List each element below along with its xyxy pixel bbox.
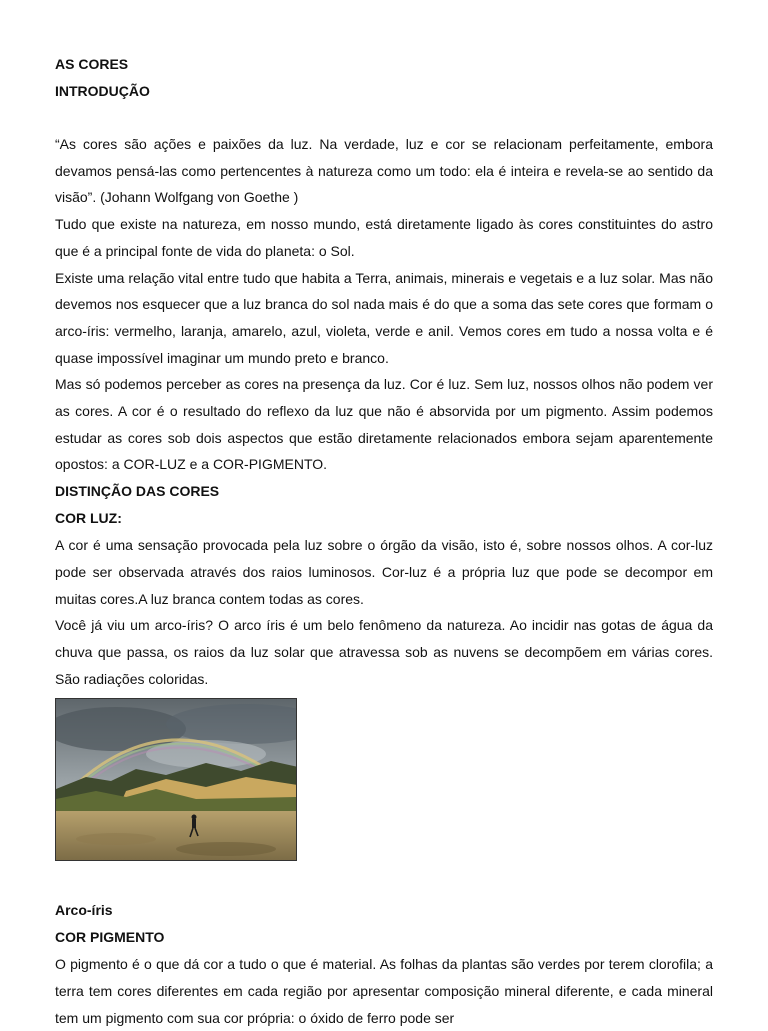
cor-pigmento-paragraph-1: O pigmento é o que dá cor a tudo o que é material. As folhas da plantas são verdes por terem clorofila; a terra tem cores diferentes em cada região por apresentar composição mineral diferente, e cada mineral tem um pigmento com sua cor própria: o óxido de ferro pode ser <box>55 956 713 1026</box>
image-caption: Arco-íris <box>55 902 113 919</box>
spacer <box>55 861 713 897</box>
document-title: AS CORES <box>55 56 129 72</box>
intro-paragraph-sun: Tudo que existe na natureza, em nosso mundo, está diretamente ligado às cores constituintes do astro que é a principal fonte de vida do planeta: o Sol. <box>55 216 713 259</box>
cor-luz-paragraph-2: Você já viu um arco-íris? O arco íris é um belo fenômeno da natureza. Ao incidir nas gotas de água da chuva que passa, os raios da luz solar que atravessa sob as nuvens se decompõem em várias cores. São radiações coloridas. <box>55 617 713 687</box>
cor-luz-paragraph-1: A cor é uma sensação provocada pela luz sobre o órgão da visão, isto é, sobre nossos olhos. A cor-luz pode ser observada através dos raios luminosos. Cor-luz é a própria luz que pode se decompor em muitas cores.A luz branca contem todas as cores. <box>55 537 713 607</box>
distinction-heading: DISTINÇÃO DAS CORES <box>55 483 220 500</box>
intro-heading: INTRODUÇÃO <box>55 83 150 99</box>
cor-pigmento-heading: COR PIGMENTO <box>55 929 165 946</box>
intro-paragraph-light: Mas só podemos perceber as cores na presença da luz. Cor é luz. Sem luz, nossos olhos não podem ver as cores. A cor é o resultado do reflexo da luz que não é absorvida por um pigmento. Assim podemos estudar as cores sob dois aspectos que estão diretamente relacionados embora sejam aparentemente opostos: a COR-LUZ e a COR-PIGMENTO. <box>55 376 713 473</box>
rainbow-photo <box>55 698 297 861</box>
cor-luz-heading: COR LUZ: <box>55 510 122 527</box>
intro-paragraph-rainbow-colors: Existe uma relação vital entre tudo que habita a Terra, animais, minerais e vegetais e a luz solar. Mas não devemos nos esquecer que a luz branca do sol nada mais é do que a soma das sete cores que formam o arco-íris: vermelho, laranja, amarelo, azul, violeta, verde e anil. Vemos cores em tudo a nossa volta e é quase impossível imaginar um mundo preto e branco. <box>55 269 713 366</box>
document-page <box>55 51 713 1031</box>
spacer <box>55 105 713 131</box>
intro-paragraph-goethe-quote: “As cores são ações e paixões da luz. Na verdade, luz e cor se relacionam perfeitamente, embora devamos pensá-las como pertencentes à natureza como um todo: ela é inteira e revela-se ao sentido da visão”. (Johann Wolfgang von Goethe ) <box>55 136 713 206</box>
